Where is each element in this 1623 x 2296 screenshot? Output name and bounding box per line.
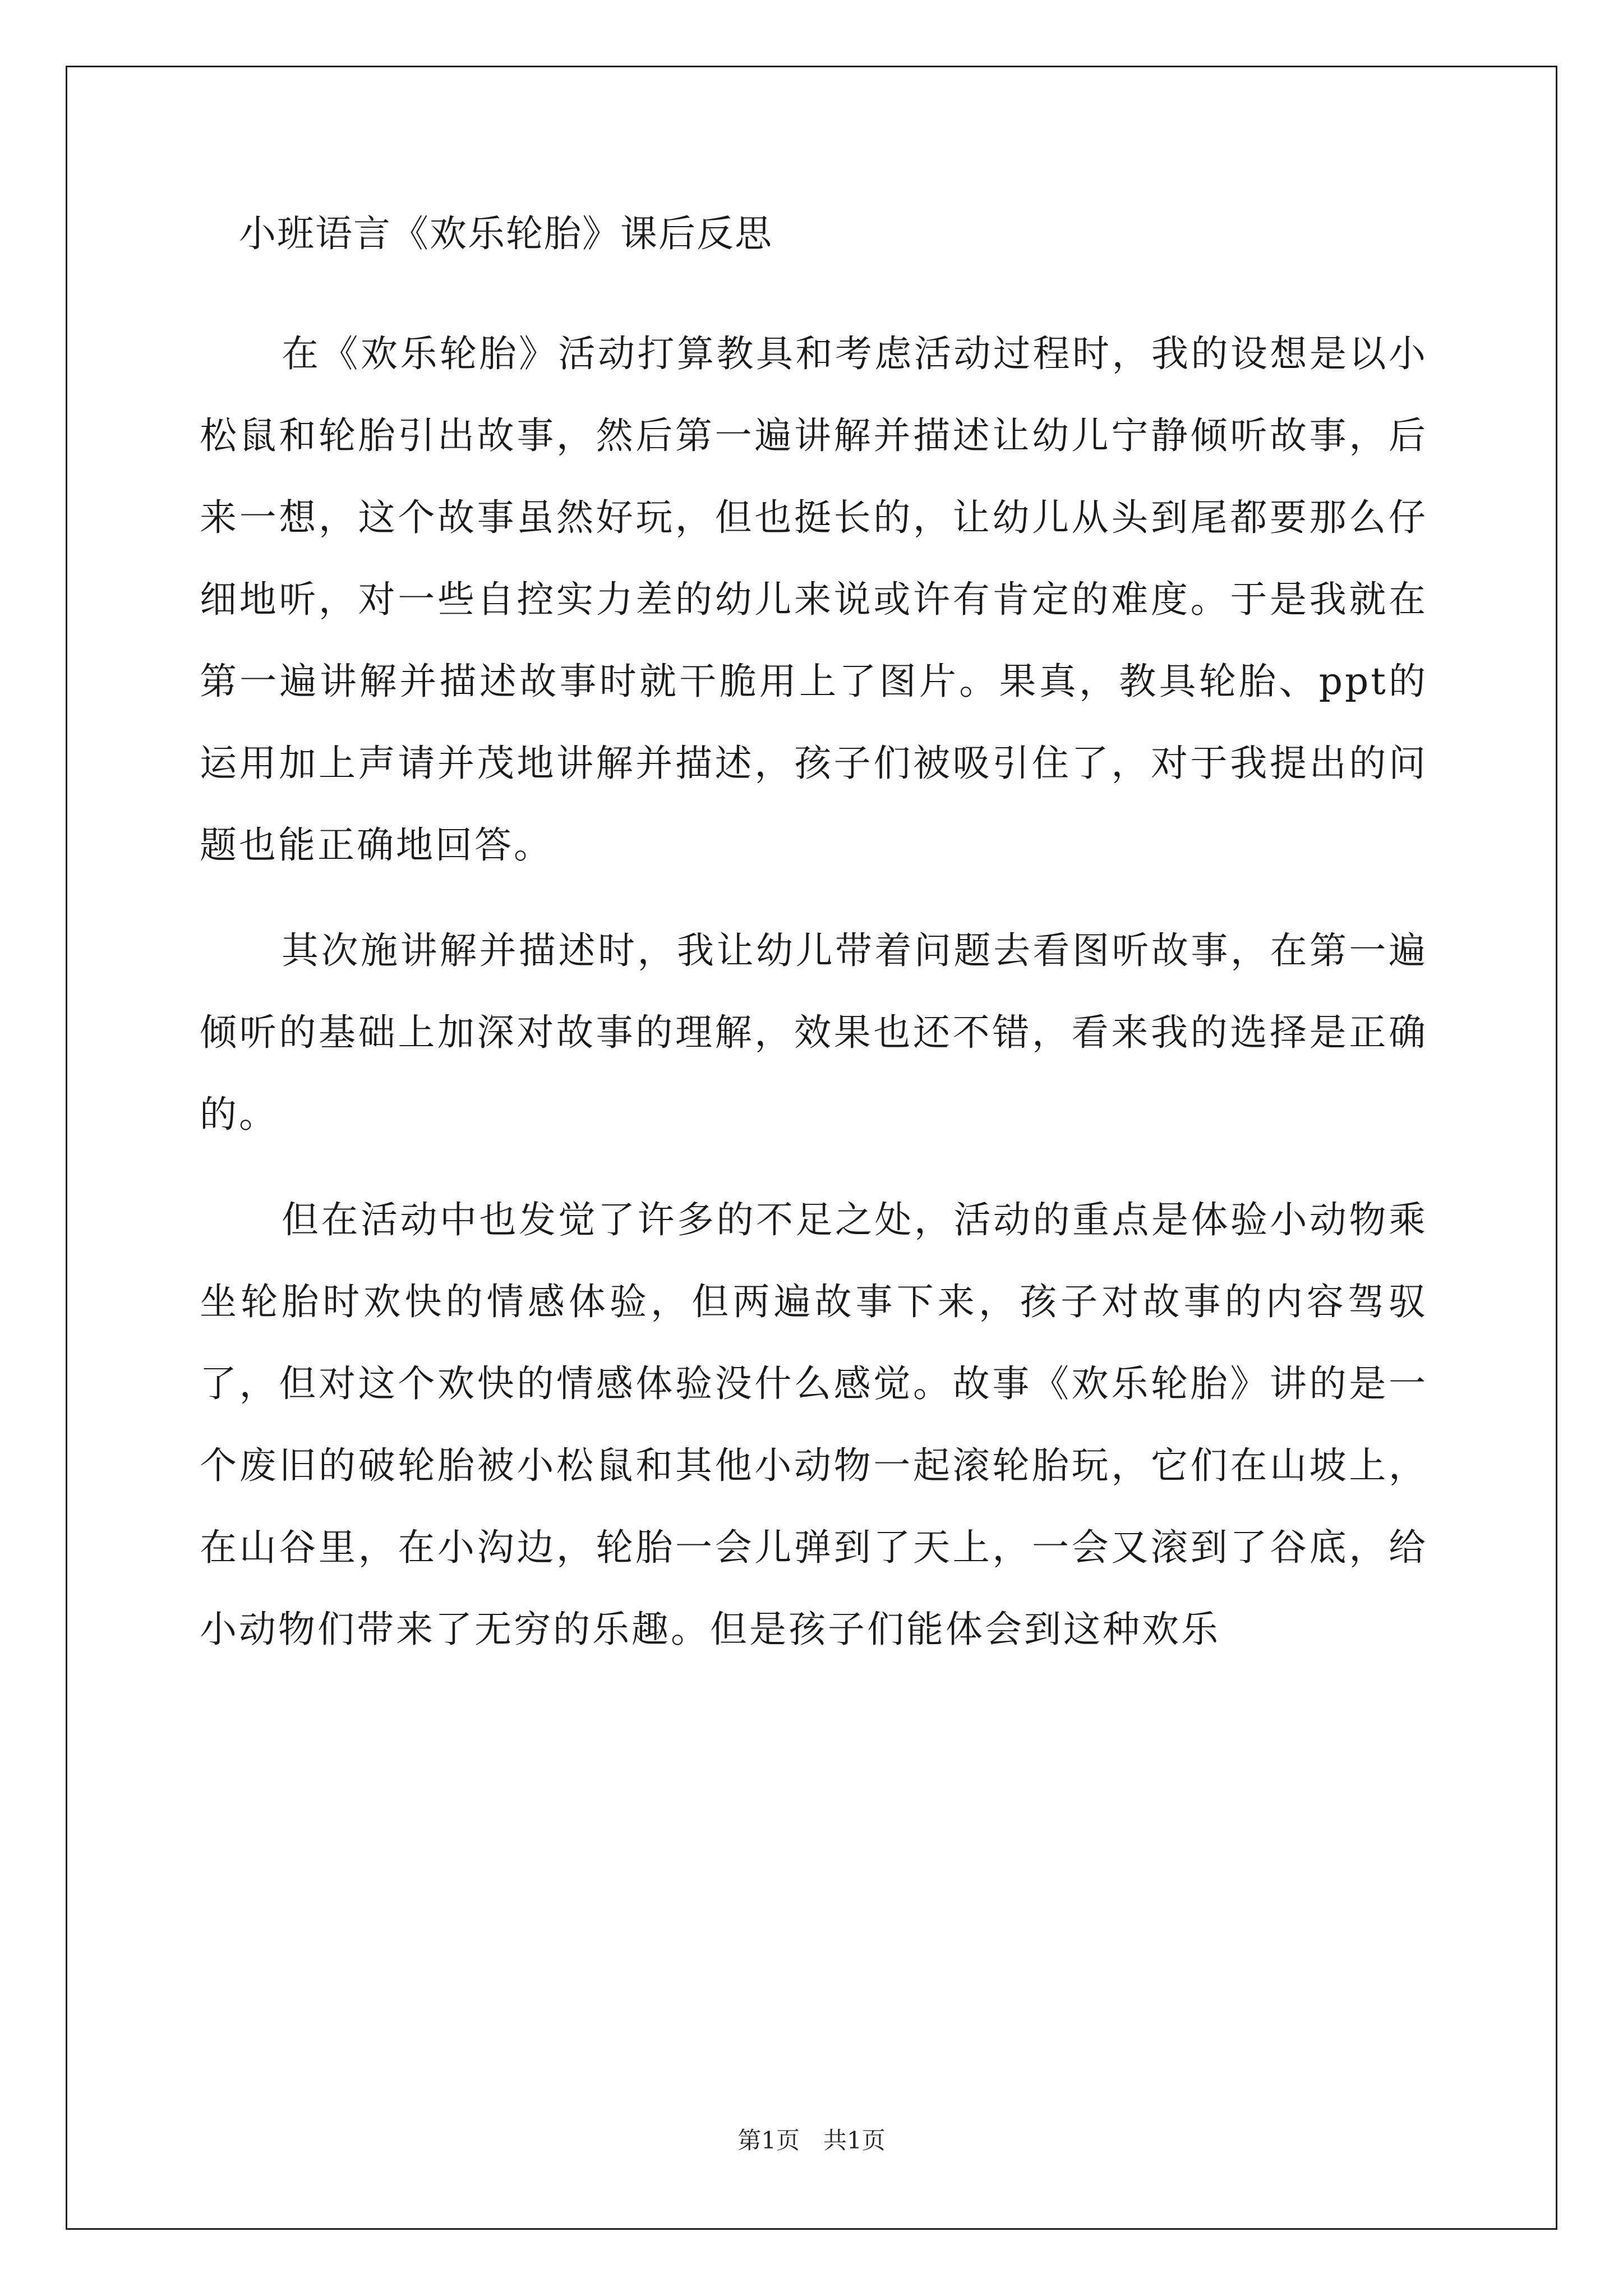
document-title: 小班语言《欢乐轮胎》课后反思: [239, 212, 773, 255]
document-body: [200, 208, 1428, 1694]
paragraph-3: 但在活动中也发觉了许多的不足之处，活动的重点是体验小动物乘坐轮胎时欢快的情感体验，但两遍故事下来，孩子对故事的内容驾驭了，但对这个欢快的情感体验没什么感觉。故事《欢乐轮胎》讲的是一个废旧的破轮胎被小松鼠和其他小动物一起滚轮胎玩，它们在山坡上，在山谷里，在小沟边，轮胎一会儿弹到了天上，一会又滚到了谷底，给小动物们带来了无穷的乐趣。但是孩子们能体会到这种欢乐: [200, 1198, 1428, 1651]
paragraph-1: 在《欢乐轮胎》活动打算教具和考虑活动过程时，我的设想是以小松鼠和轮胎引出故事，然后第一遍讲解并描述让幼儿宁静倾听故事，后来一想，这个故事虽然好玩，但也挺长的，让幼儿从头到尾都要那么仔细地听，对一些自控实力差的幼儿来说或许有肯定的难度。于是我就在第一遍讲解并描述故事时就干脆用上了图片。果真，教具轮胎、ppt的运用加上声请并茂地讲解并描述，孩子们被吸引住了，对于我提出的问题也能正确地回答。: [200, 332, 1428, 867]
page-number-footer: 第1页 共1页: [737, 2127, 886, 2154]
paragraph-2: 其次施讲解并描述时，我让幼儿带着问题去看图听故事，在第一遍倾听的基础上加深对故事的理解，效果也还不错，看来我的选择是正确的。: [200, 929, 1428, 1136]
